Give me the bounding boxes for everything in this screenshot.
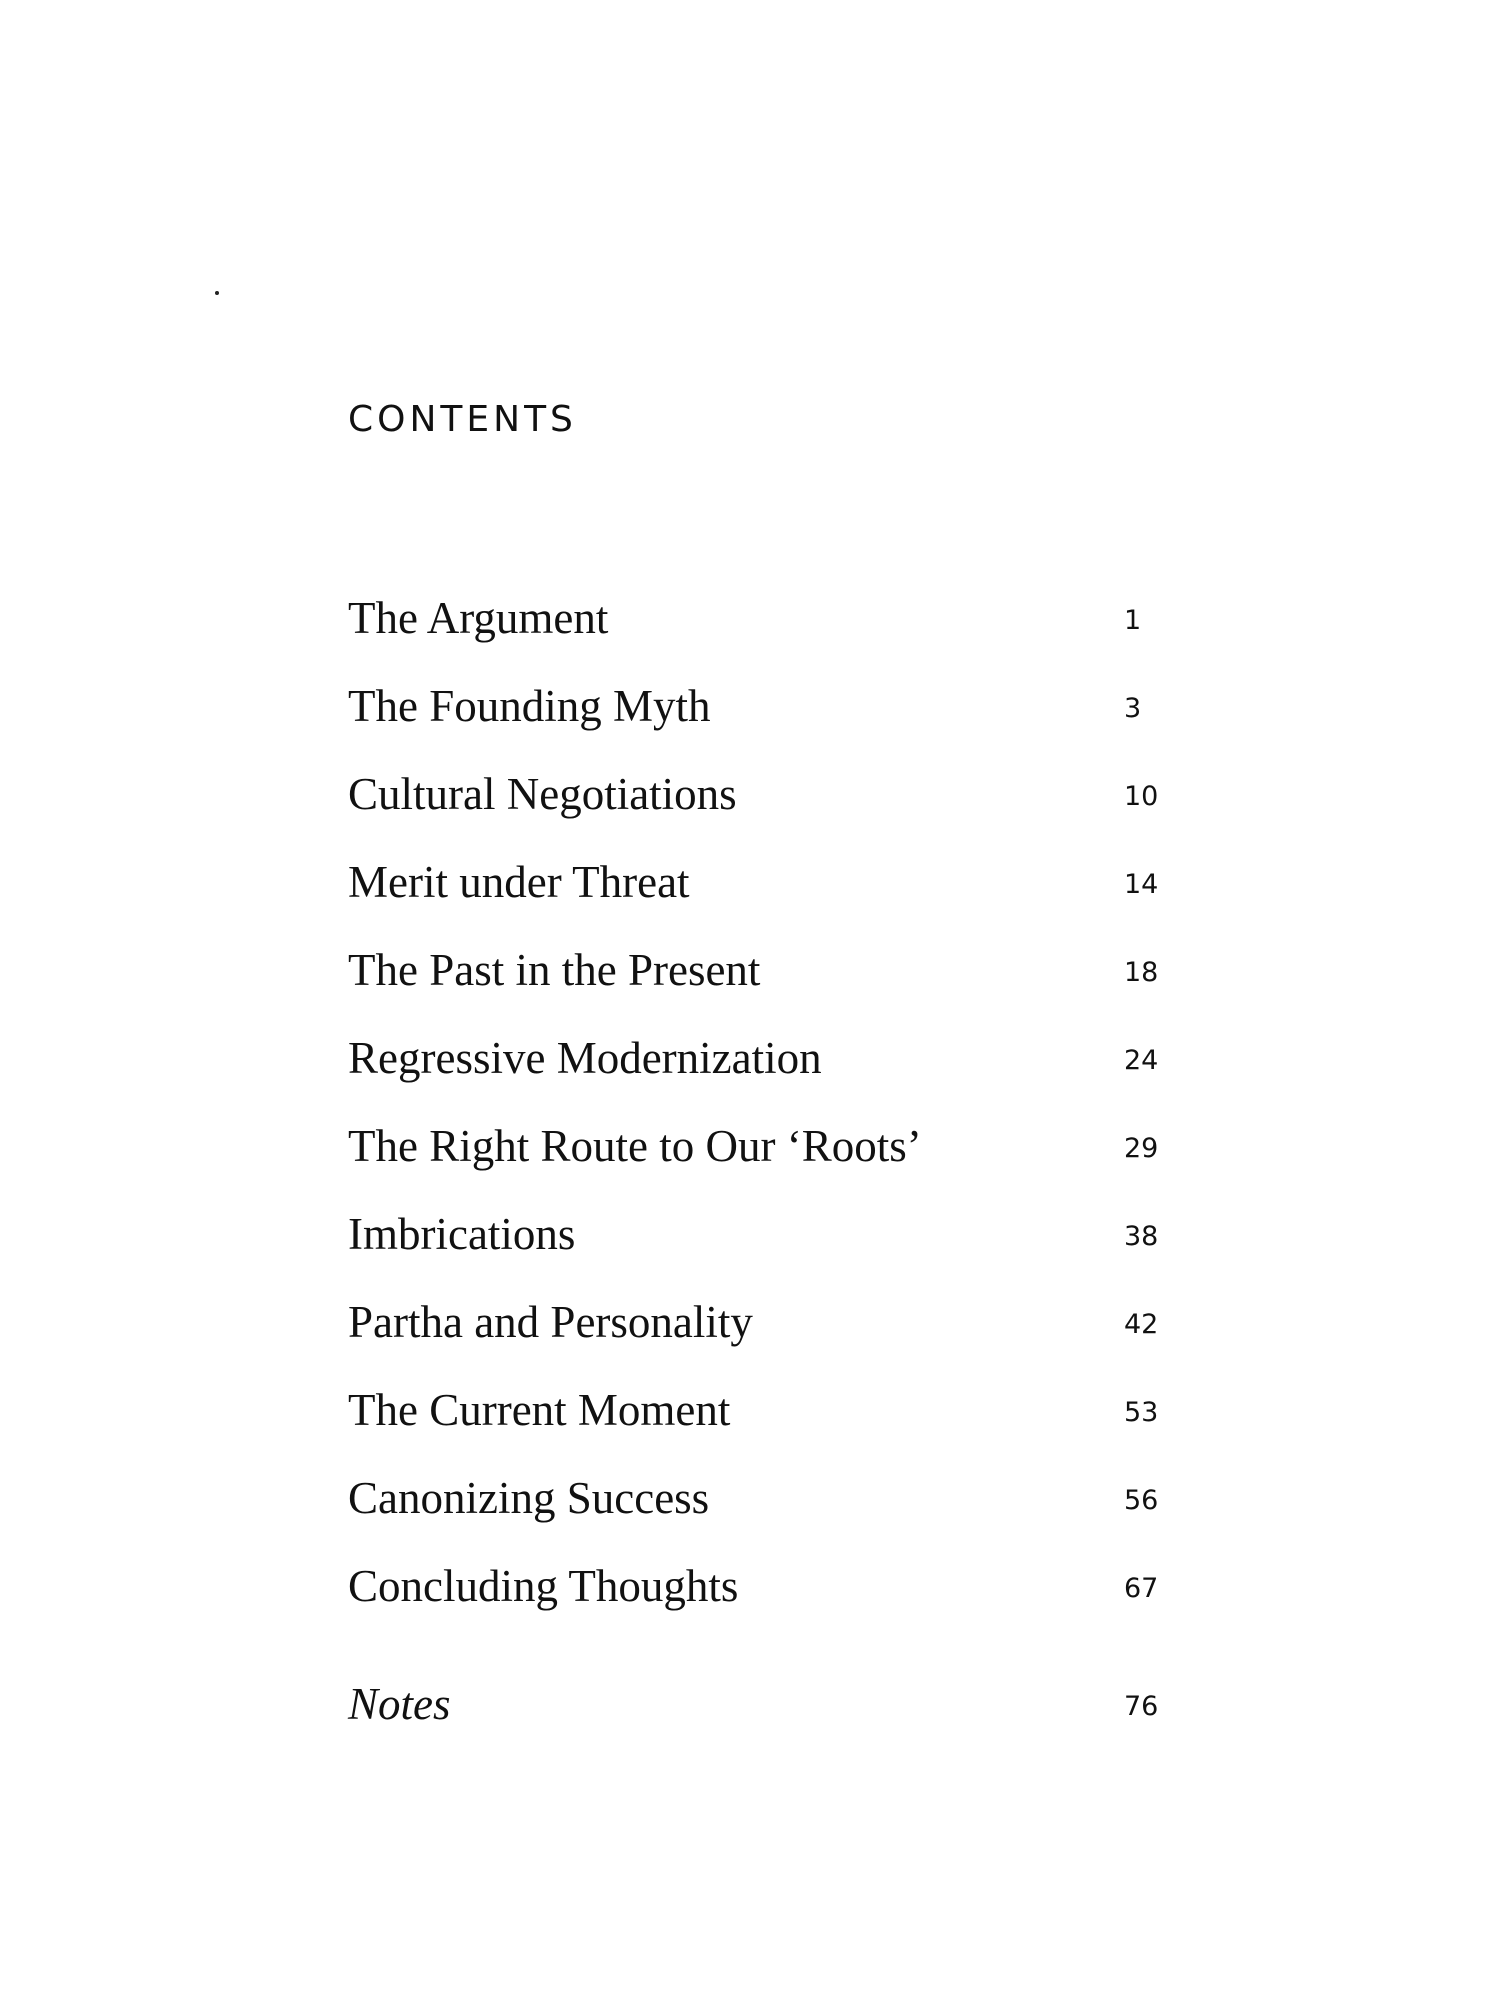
contents-heading: CONTENTS xyxy=(348,399,577,440)
toc-entry-title: Cultural Negotiations xyxy=(348,769,737,819)
toc-entry xyxy=(348,852,1168,912)
toc-entry-title: Merit under Threat xyxy=(348,857,690,907)
toc-entry-title: Imbrications xyxy=(348,1209,576,1259)
toc-entry-title: Partha and Personality xyxy=(348,1297,753,1347)
toc-entry-page: 56 xyxy=(1124,1485,1159,1516)
toc-entry xyxy=(348,1468,1168,1528)
toc-entry-page: 18 xyxy=(1124,957,1159,988)
toc-entry-title: The Current Moment xyxy=(348,1385,731,1435)
toc-entry xyxy=(348,1028,1168,1088)
toc-entry-page: 42 xyxy=(1124,1309,1159,1340)
toc-entry xyxy=(348,940,1168,1000)
toc-entry-title: Regressive Modernization xyxy=(348,1033,822,1083)
toc-entry-page: 76 xyxy=(1124,1691,1159,1722)
toc-entry xyxy=(348,1116,1168,1176)
toc-entry-title: Canonizing Success xyxy=(348,1473,710,1523)
toc-entry-title: The Right Route to Our ‘Roots’ xyxy=(348,1121,922,1171)
toc-entry-page: 38 xyxy=(1124,1221,1159,1252)
toc-entry xyxy=(348,1204,1168,1264)
toc-entry-page: 29 xyxy=(1124,1133,1159,1164)
toc-entry xyxy=(348,676,1168,736)
toc-entry-page: 53 xyxy=(1124,1397,1159,1428)
page-speck xyxy=(215,291,219,295)
toc-entry xyxy=(348,764,1168,824)
toc-entry-title: The Founding Myth xyxy=(348,681,711,731)
toc-entry xyxy=(348,1380,1168,1440)
toc-entry-page: 1 xyxy=(1124,605,1142,636)
toc-entry-page: 67 xyxy=(1124,1573,1159,1604)
toc-entry-title: Notes xyxy=(348,1679,451,1729)
toc-entry xyxy=(348,588,1168,648)
toc-entry-page: 10 xyxy=(1124,781,1159,812)
toc-entry-page: 24 xyxy=(1124,1045,1159,1076)
toc-entry xyxy=(348,1556,1168,1616)
toc-entry-title: The Past in the Present xyxy=(348,945,761,995)
toc-entry-title: Concluding Thoughts xyxy=(348,1561,739,1611)
toc-entry-notes xyxy=(348,1674,1168,1734)
toc-entry-page: 3 xyxy=(1124,693,1142,724)
toc-entry xyxy=(348,1292,1168,1352)
toc-entry-page: 14 xyxy=(1124,869,1159,900)
toc-entry-title: The Argument xyxy=(348,593,609,643)
